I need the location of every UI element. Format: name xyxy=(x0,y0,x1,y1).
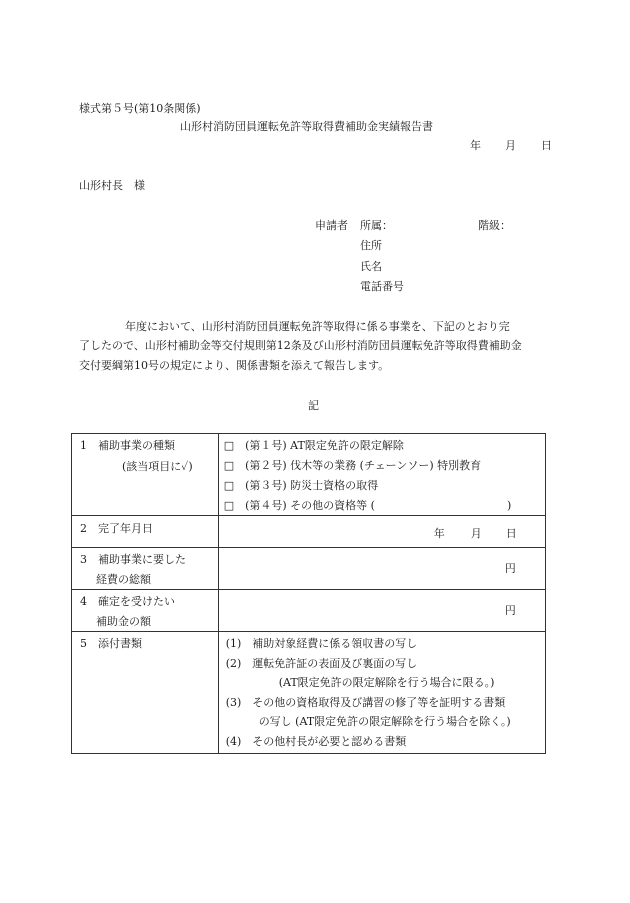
attachment-4: (4) その他村長が必要と認める書類 xyxy=(225,735,407,748)
table-row xyxy=(72,434,546,516)
report-table xyxy=(71,433,546,754)
document-title: 山形村消防団員運転免許等取得費補助金実績報告書 xyxy=(180,120,433,133)
table-row xyxy=(72,548,546,590)
body-line-2: 了したので、山形村補助金等交付規則第12条及び山形村消防団員運転免許等取得費補助金 xyxy=(79,339,522,352)
completion-month: 月 xyxy=(470,527,482,540)
date-day: 日 xyxy=(541,139,552,152)
grant-amount-unit: 円 xyxy=(504,604,516,617)
addressee: 山形村長 様 xyxy=(79,179,145,192)
row2-label: 2 完了年月日 xyxy=(80,522,153,535)
applicant-label: 申請者 xyxy=(315,219,348,232)
phone-label: 電話番号 xyxy=(360,280,404,293)
completion-day: 日 xyxy=(505,527,517,540)
row4-label: 4 確定を受けたい xyxy=(80,595,175,608)
row4-label-2: 補助金の額 xyxy=(96,615,151,628)
body-line-3: 交付要綱第10号の規定により、関係書類を添えて報告します。 xyxy=(79,359,390,372)
option-checkbox-1[interactable]: □ (第１号) AT限定免許の限定解除 xyxy=(223,439,404,452)
date-year: 年 xyxy=(470,139,481,152)
attachment-3-cont: の写し (AT限定免許の限定解除を行う場合を除く。) xyxy=(258,715,511,728)
row1-label: 1 補助事業の種類 xyxy=(80,439,175,452)
attachment-3: (3) その他の資格取得及び講習の修了等を証明する書類 xyxy=(225,696,506,709)
completion-year: 年 xyxy=(433,527,445,540)
attachment-1: (1) 補助対象経費に係る領収書の写し xyxy=(225,637,418,650)
attachment-2-note: (AT限定免許の限定解除を行う場合に限る。) xyxy=(278,676,495,689)
table-row xyxy=(72,590,546,632)
row3-label-2: 経費の総額 xyxy=(96,573,151,586)
address-label: 住所 xyxy=(360,239,382,252)
row3-label: 3 補助事業に要した xyxy=(80,553,186,566)
rank-label: 階級： xyxy=(478,219,511,232)
ki-heading: 記 xyxy=(308,399,319,412)
table-row xyxy=(72,632,546,754)
option-checkbox-3[interactable]: □ (第３号) 防災士資格の取得 xyxy=(223,479,379,492)
row1-sublabel: (該当項目に✓) xyxy=(122,460,193,473)
row5-label: 5 添付書類 xyxy=(80,637,142,650)
attachment-2: (2) 運転免許証の表面及び裏面の写し xyxy=(225,657,418,670)
name-label: 氏名 xyxy=(360,260,382,273)
form-number: 様式第５号(第10条関係) xyxy=(79,102,201,115)
table-row xyxy=(72,516,546,548)
option-checkbox-4[interactable]: □ (第４号) その他の資格等 ( ) xyxy=(223,499,512,512)
option-checkbox-2[interactable]: □ (第２号) 伐木等の業務 (チェーンソー) 特別教育 xyxy=(223,459,482,472)
date-month: 月 xyxy=(505,139,516,152)
body-line-1: 年度において、山形村消防団員運転免許等取得に係る事業を、下記のとおり完 xyxy=(125,320,510,333)
total-cost-unit: 円 xyxy=(504,562,516,575)
affiliation-label: 所属： xyxy=(360,219,393,232)
